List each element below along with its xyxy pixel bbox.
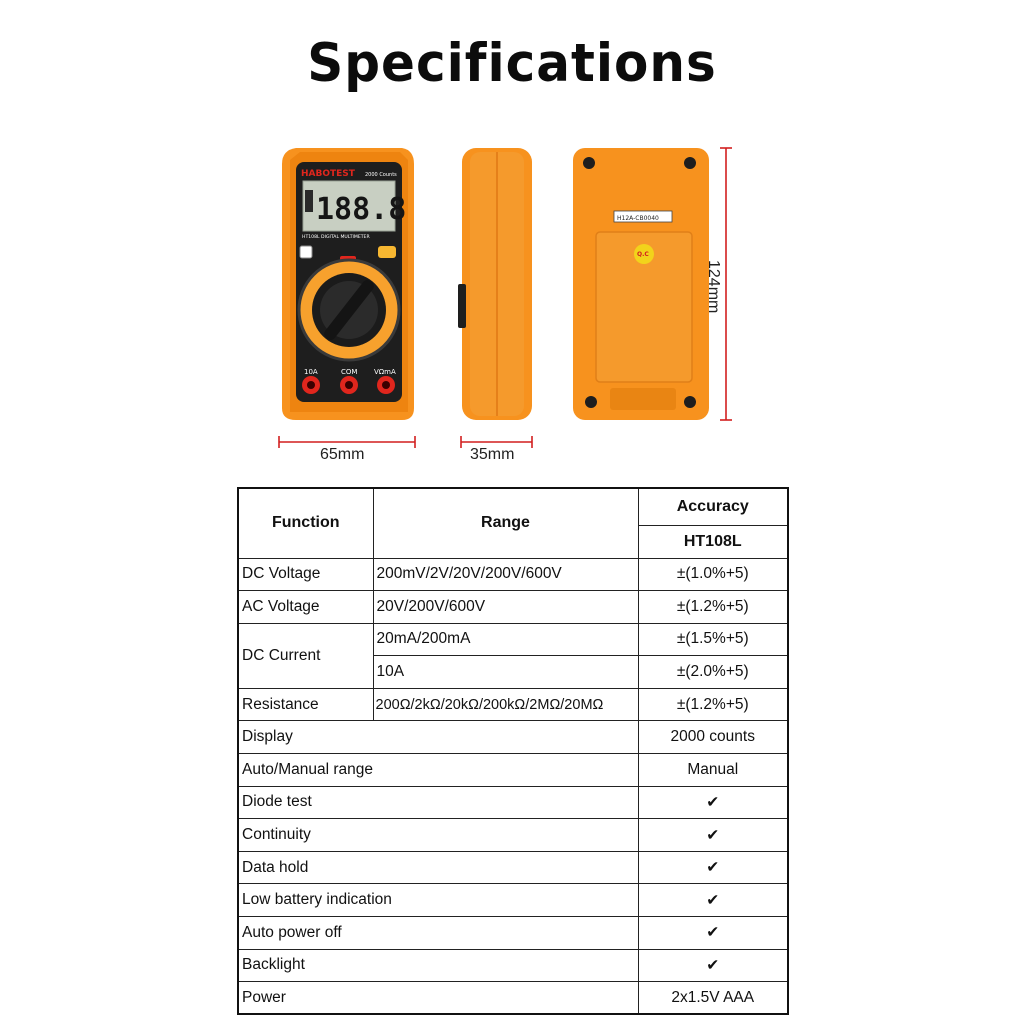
lcd-digits: 188.8 [316, 192, 407, 227]
brand-text: HABOTEST [301, 169, 355, 179]
range-cell: 200Ω/2kΩ/20kΩ/200kΩ/2MΩ/20MΩ [373, 688, 638, 721]
function-cell: Resistance [238, 688, 373, 721]
header-range: Range [373, 488, 638, 558]
counts-text: 2000 Counts [365, 172, 397, 178]
table-row [238, 819, 788, 852]
feature-value: 2x1.5V AAA [638, 982, 788, 1015]
port-label-10a: 10A [304, 368, 318, 376]
table-header-row [238, 488, 788, 525]
page-title: Specifications [307, 32, 717, 94]
feature-cell: Display [238, 721, 638, 754]
accuracy-cell: ±(1.2%+5) [638, 688, 788, 721]
width-dimension-label: 65mm [320, 446, 365, 463]
header-accuracy: Accuracy [638, 488, 788, 525]
product-illustrations [0, 0, 1024, 480]
table-row [238, 558, 788, 591]
multimeter-front-view [282, 148, 414, 420]
check-icon: ✔ [638, 819, 788, 852]
feature-cell: Backlight [238, 949, 638, 982]
check-icon: ✔ [638, 851, 788, 884]
height-dimension-label: 124mm [705, 260, 722, 314]
table-row [238, 949, 788, 982]
function-cell: DC Current [238, 623, 373, 688]
feature-cell: Continuity [238, 819, 638, 852]
accuracy-cell: ±(2.0%+5) [638, 656, 788, 689]
back-label-text: H12A-CB0040 [617, 215, 659, 222]
table-row [238, 982, 788, 1015]
range-cell: 10A [373, 656, 638, 689]
function-cell: DC Voltage [238, 558, 373, 591]
feature-value: 2000 counts [638, 721, 788, 754]
table-row [238, 591, 788, 624]
table-row [238, 786, 788, 819]
header-model: HT108L [638, 525, 788, 558]
port-label-vma: VΩmA [374, 368, 396, 376]
feature-cell: Data hold [238, 851, 638, 884]
table-row [238, 754, 788, 787]
depth-dimension-label: 35mm [470, 446, 515, 463]
accuracy-cell: ±(1.5%+5) [638, 623, 788, 656]
feature-cell: Auto power off [238, 917, 638, 950]
model-text: HT108L DIGITAL MULTIMETER [302, 235, 370, 240]
check-icon: ✔ [638, 917, 788, 950]
header-function: Function [238, 488, 373, 558]
multimeter-side-view [458, 148, 532, 420]
feature-value: Manual [638, 754, 788, 787]
qc-sticker-text: Q.C [637, 251, 649, 258]
table-row [238, 688, 788, 721]
table-row [238, 884, 788, 917]
check-icon: ✔ [638, 786, 788, 819]
table-row [238, 721, 788, 754]
check-icon: ✔ [638, 949, 788, 982]
port-label-com: COM [341, 368, 358, 376]
table-row [238, 623, 788, 656]
table-row [238, 851, 788, 884]
feature-cell: Power [238, 982, 638, 1015]
accuracy-cell: ±(1.0%+5) [638, 558, 788, 591]
accuracy-cell: ±(1.2%+5) [638, 591, 788, 624]
range-cell: 20mA/200mA [373, 623, 638, 656]
feature-cell: Diode test [238, 786, 638, 819]
function-cell: AC Voltage [238, 591, 373, 624]
specifications-table [237, 487, 789, 1015]
table-row [238, 917, 788, 950]
multimeter-back-view [573, 148, 709, 420]
feature-cell: Low battery indication [238, 884, 638, 917]
range-cell: 200mV/2V/20V/200V/600V [373, 558, 638, 591]
feature-cell: Auto/Manual range [238, 754, 638, 787]
check-icon: ✔ [638, 884, 788, 917]
range-cell: 20V/200V/600V [373, 591, 638, 624]
